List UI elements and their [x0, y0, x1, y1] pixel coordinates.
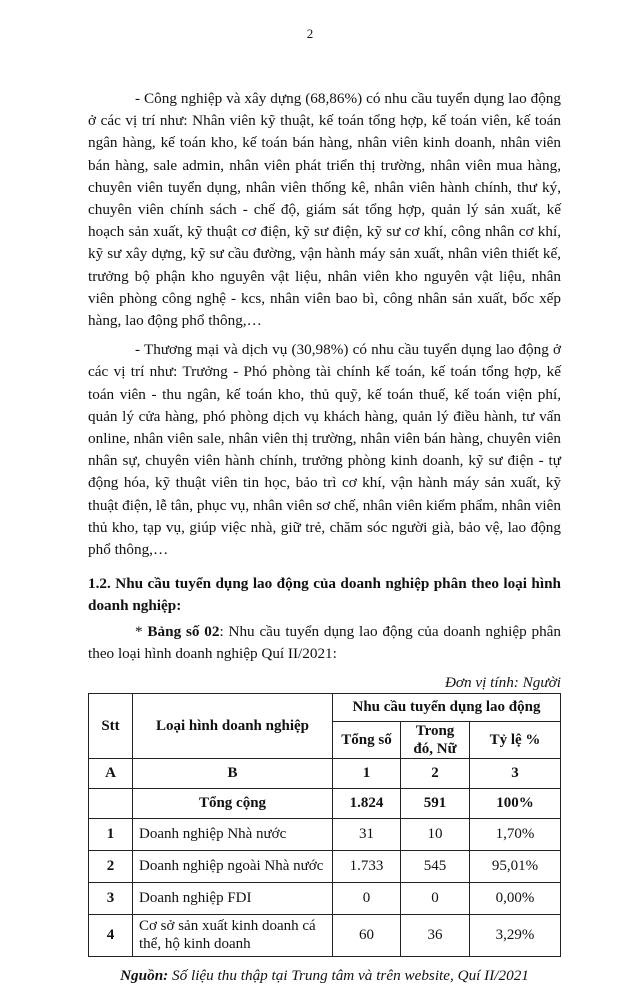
header-ratio: Tỷ lệ %	[470, 721, 561, 758]
unit-note: Đơn vị tính: Người	[444, 673, 561, 691]
paragraph-commerce: - Thương mại và dịch vụ (30,98%) có nhu cầu tuyển dụng lao động ở các vị trí như: Trưởng - Phó phòng tài chính kế toán, kế toán tổng hợp, kế toán viên - thu ngân, kế toán kho, thủ quỹ, kế toán thuế, kế toán viện phí, quản lý cửa hàng, phó phòng dịch vụ khách hàng, quản lý điều hành, tư vấn online, nhân viên sale, nhân viên thị trường, nhân viên bán hàng, chuyên viên nhân sự, chuyên viên hành chính, trưởng phòng kinh doanh, kỹ sư điện - tự động hóa, kỹ thuật viên tin học, bảo trì cơ khí, vận hành máy sản xuất, kỹ thuật điện, lễ tân, phục vụ, nhân viên sơ chế, nhân viên kiểm phẩm, nhân viên thủ kho, tạp vụ, giúp việc nhà, giữ trẻ, chăm sóc người già, bảo vệ, lao động phổ thông,…	[88, 341, 561, 559]
table-row: 4 Cơ sở sản xuất kinh doanh cá thể, hộ kinh doanh 60 36 3,29%	[89, 914, 561, 956]
document-body	[88, 88, 561, 987]
table-row: 3 Doanh nghiệp FDI 0 0 0,00%	[89, 882, 561, 914]
header-stt: Stt	[89, 693, 133, 758]
header-type: Loại hình doanh nghiệp	[133, 693, 333, 758]
table-row: 2 Doanh nghiệp ngoài Nhà nước 1.733 545 95,01%	[89, 850, 561, 882]
paragraph-industry: - Công nghiệp và xây dựng (68,86%) có nhu cầu tuyển dụng lao động ở các vị trí như: Nhân viên kỹ thuật, kế toán tổng hợp, kế toán viên, kế toán ngân hàng, kế toán kho, kế toán bán hàng, nhân viên kinh doanh, nhân viên bán hàng, sale admin, nhân viên phát triển thị trường, nhân viên mua hàng, chuyên viên tuyển dụng, nhân viên thống kê, nhân viên hành chính, thư ký, chuyên viên chính sách - chế độ, giám sát tổng hợp, quản lý sản xuất, kế hoạch sản xuất, kỹ thuật cơ điện, kỹ sư điện, kỹ sư cơ khí, công nhân cơ khí, kỹ sư xây dựng, kỹ sư cầu đường, vận hành máy sản xuất, nhân viên thiết kế, trưởng bộ phận kho nguyên vật liệu, nhân viên kho nguyên vật liệu, nhân viên phòng công nghệ - kcs, nhân viên bao bì, công nhân sản xuất, bốc xếp hàng, lao động phổ thông,…	[88, 90, 561, 330]
table-row: 1 Doanh nghiệp Nhà nước 31 10 1,70%	[89, 818, 561, 850]
source-note: Nguồn: Số liệu thu thập tại Trung tâm và trên website, Quí II/2021	[120, 966, 529, 984]
page-number: 2	[306, 26, 314, 41]
section-heading: 1.2. Nhu cầu tuyển dụng lao động của doanh nghiệp phân theo loại hình doanh nghiệp:	[88, 575, 561, 615]
code-row: A B 1 2 3	[89, 758, 561, 788]
header-female: Trong đó, Nữ	[401, 721, 470, 758]
header-total: Tổng số	[333, 721, 401, 758]
header-group: Nhu cầu tuyển dụng lao động	[333, 693, 561, 721]
data-table	[88, 693, 561, 957]
table-caption: * Bảng số 02: Nhu cầu tuyển dụng lao động của doanh nghiệp phân theo loại hình doanh nghiệp Quí II/2021:	[88, 623, 562, 663]
total-row: Tổng cộng 1.824 591 100%	[89, 788, 561, 818]
